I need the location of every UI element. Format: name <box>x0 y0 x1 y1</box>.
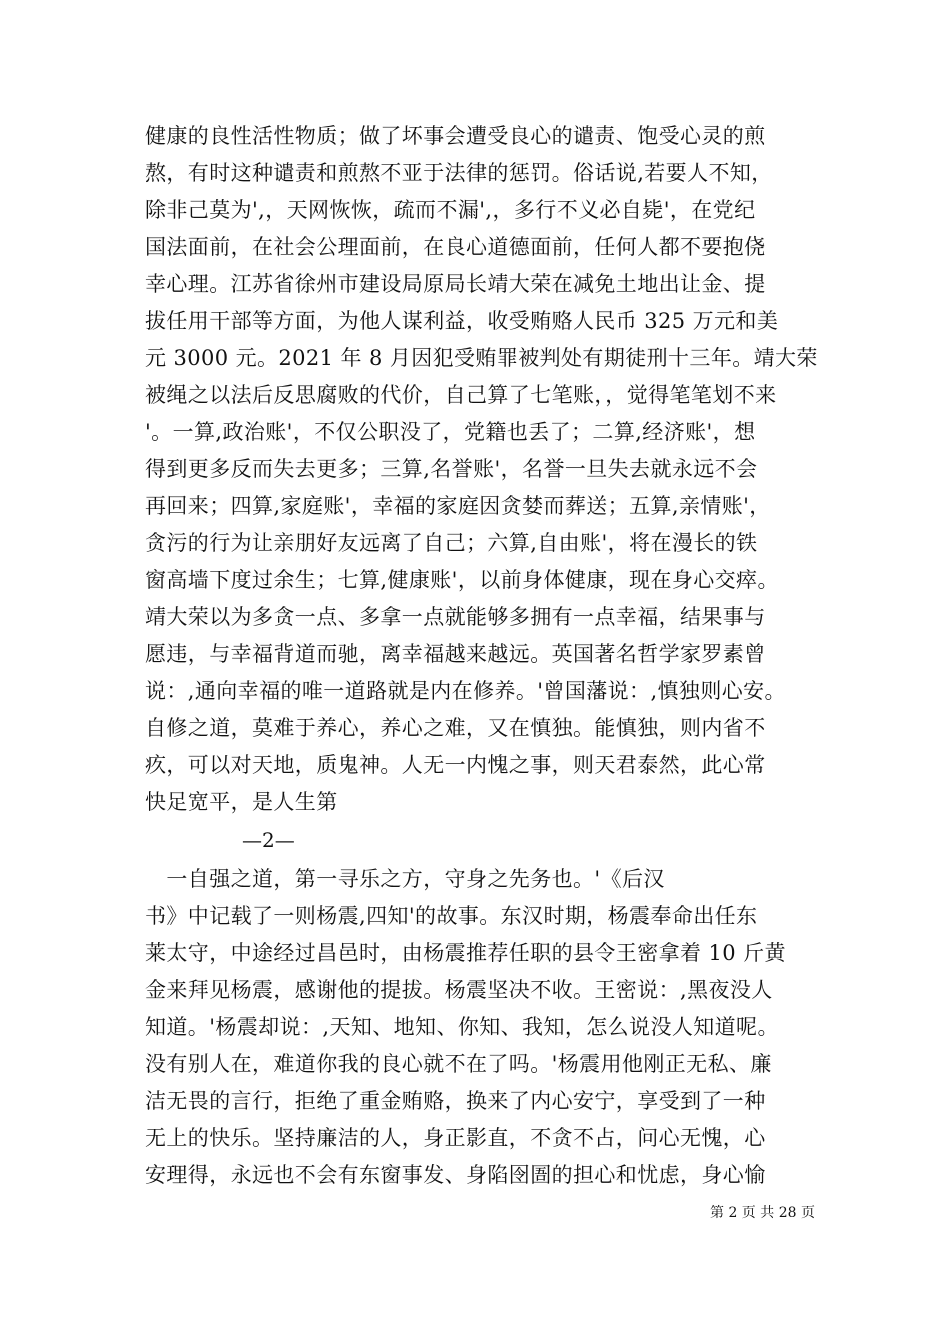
text-line: 无上的快乐。坚持廉洁的人，身正影直，不贪不占，问心无愧，心 <box>145 1126 766 1150</box>
text-line: 金来拜见杨震，感谢他的提拔。杨震坚决不收。王密说：,黑夜没人 <box>145 978 773 1002</box>
text-line: 快足宽平，是人生第 <box>145 790 338 814</box>
text-line: 没有别人在，难道你我的良心就不在了吗。'杨震用他刚正无私、廉 <box>145 1052 772 1076</box>
text-line: 健康的良性活性物质；做了坏事会遭受良心的谴责、饱受心灵的煎 <box>145 124 766 148</box>
text-line: 靖大荣以为多贪一点、多拿一点就能够多拥有一点幸福，结果事与 <box>145 605 766 629</box>
page-footer: 第 2 页 共 28 页 <box>710 1205 815 1221</box>
text-line: 被绳之以法后反思腐败的代价，自己算了七笔账，，觉得笔笔划不来 <box>145 383 777 407</box>
text-line: 一自强之道，第一寻乐之方，守身之先务也。'《后汉 <box>145 867 665 891</box>
text-line: 安理得，永远也不会有东窗事发、身陷囹圄的担心和忧虑，身心愉 <box>145 1163 766 1187</box>
text-line: '。一算,政治账'，不仅公职没了，党籍也丢了；二算,经济账'，想 <box>145 420 756 444</box>
text-line: 拔任用干部等方面，为他人谋利益，收受贿赂人民币 325 万元和美 <box>145 309 779 333</box>
text-line: 再回来；四算,家庭账'，幸福的家庭因贪婪而葬送；五算,亲情账'， <box>145 494 771 518</box>
text-line: 国法面前，在社会公理面前，在良心道德面前，任何人都不要抱侥 <box>145 235 766 259</box>
text-line: 疚，可以对天地，质鬼神。人无一内愧之事，则天君泰然，此心常 <box>145 753 766 777</box>
text-line: 元 3000 元。2021 年 8 月因犯受贿罪被判处有期徒刑十三年。靖大荣 <box>145 346 818 370</box>
text-line: 贪污的行为让亲朋好友远离了自己；六算,自由账'，将在漫长的铁 <box>145 531 758 555</box>
text-line: 熬，有时这种谴责和煎熬不亚于法律的惩罚。俗话说,若要人不知， <box>145 161 773 185</box>
text-line: 说：,通向幸福的唯一道路就是内在修养。'曾国藩说：,慎独则心安。 <box>145 679 786 703</box>
text-line: 幸心理。江苏省徐州市建设局原局长靖大荣在减免土地出让金、提 <box>145 272 766 296</box>
text-line: 洁无畏的言行，拒绝了重金贿赂，换来了内心安宁，享受到了一种 <box>145 1089 766 1113</box>
text-line: 得到更多反而失去更多；三算,名誉账'，名誉一旦失去就永远不会 <box>145 457 758 481</box>
page-number-marker: —2— <box>242 828 295 852</box>
text-line: 自修之道，莫难于养心，养心之难，又在慎独。能慎独，则内省不 <box>145 716 766 740</box>
text-line: 除非己莫为',，天网恢恢，疏而不漏',，多行不义必自毙'，在党纪 <box>145 198 756 222</box>
text-line: 知道。'杨震却说：,天知、地知、你知、我知，怎么说没人知道呢。 <box>145 1015 779 1039</box>
text-line: 窗高墙下度过余生；七算,健康账'，以前身体健康，现在身心交瘁。 <box>145 568 779 592</box>
text-line: 莱太守，中途经过昌邑时，由杨震推荐任职的县令王密拿着 10 斤黄 <box>145 941 786 965</box>
text-line: 愿违，与幸福背道而驰，离幸福越来越远。英国著名哲学家罗素曾 <box>145 642 766 666</box>
text-line: 书》中记载了一则杨震,四知'的故事。东汉时期，杨震奉命出任东 <box>145 904 758 928</box>
